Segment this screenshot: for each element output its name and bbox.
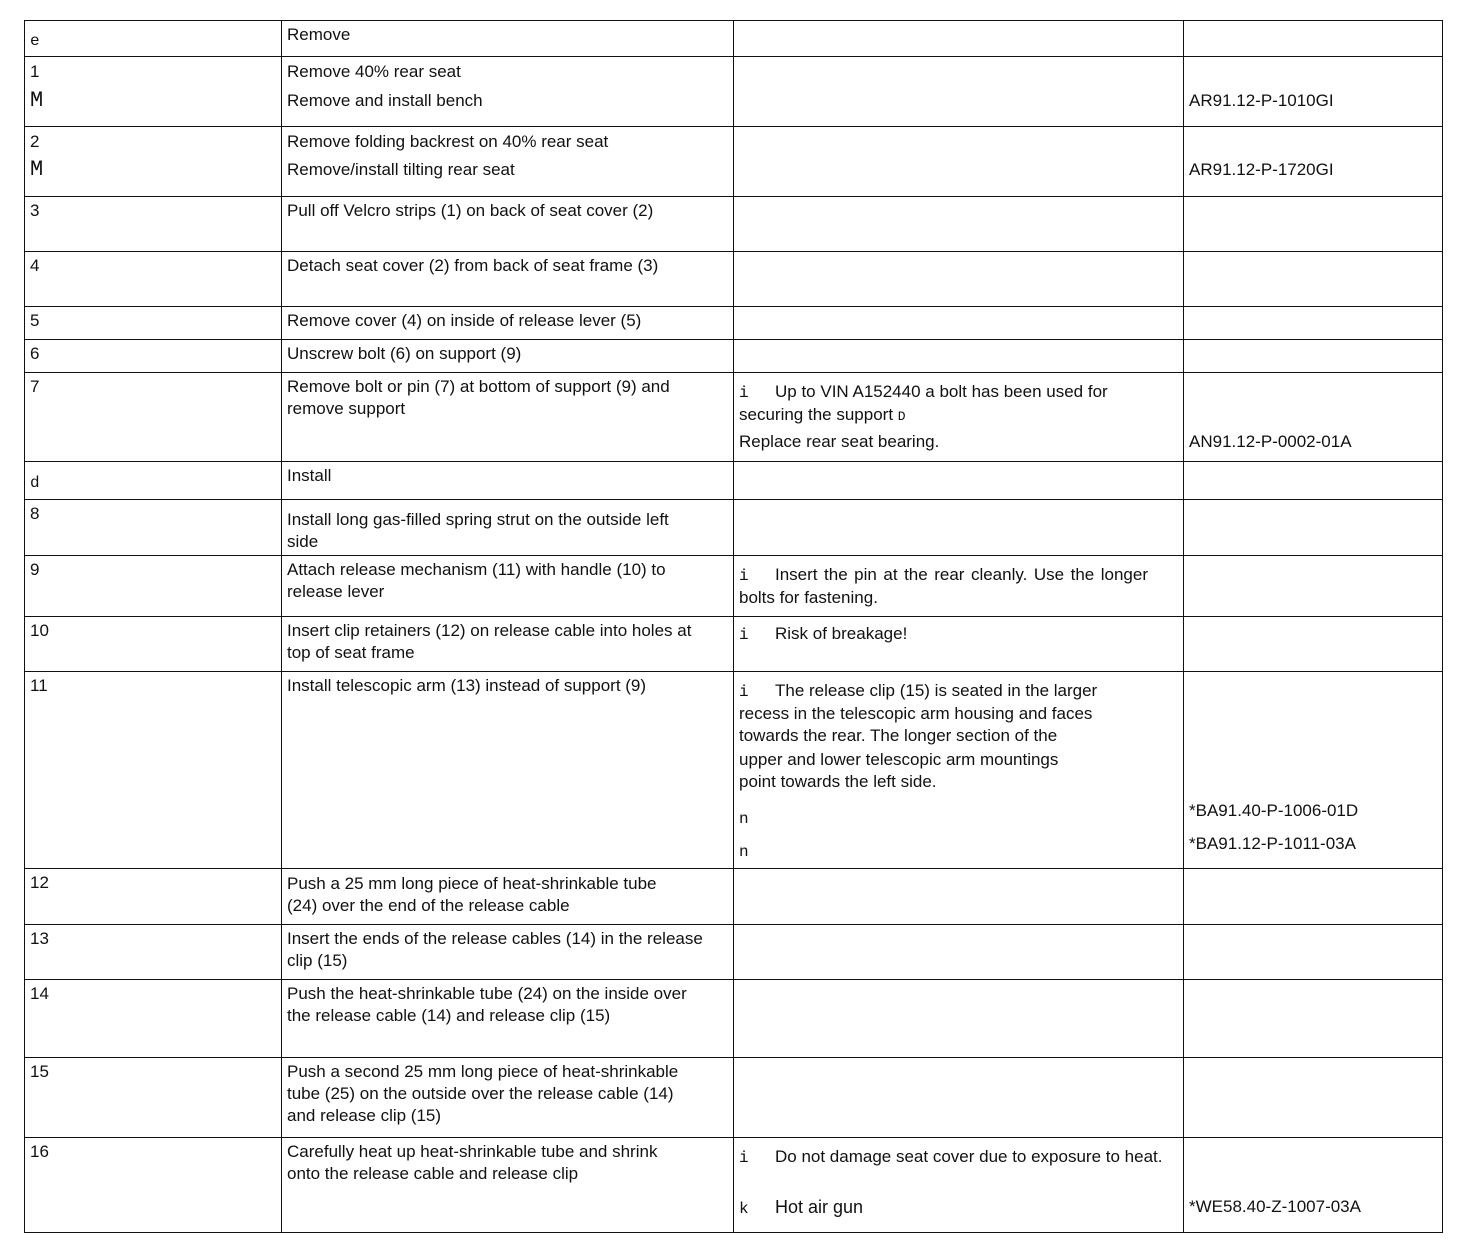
- action-cell: Install telescopic arm (13) instead of support (9): [287, 676, 647, 695]
- note-text-line: towards the rear. The longer section of the: [739, 726, 1058, 745]
- step-cell: d: [30, 474, 40, 492]
- action-cell: Carefully heat up heat-shrinkable tube and shrink onto the release cable and release clip: [287, 1142, 658, 1183]
- note-text: Risk of breakage!: [775, 624, 908, 643]
- action-cell: Remove 40% rear seat: [287, 62, 461, 81]
- step-cell: 6: [30, 344, 40, 363]
- table-row: [25, 1138, 1443, 1233]
- step-cell: 14: [30, 984, 49, 1003]
- note-text: Insert the pin at the rear cleanly. Use the longer bolts for fastening.: [739, 565, 1148, 607]
- note-marker-icon: n: [739, 843, 749, 861]
- reference-link[interactable]: AN91.12-P-0002-01A: [1189, 432, 1352, 451]
- step-cell: 8: [30, 504, 40, 523]
- manual-icon: M: [30, 157, 44, 182]
- action-cell: Remove cover (4) on inside of release lever (5): [287, 311, 642, 330]
- step-cell: 2: [30, 132, 40, 151]
- table-row: [25, 373, 1443, 462]
- table-row: [25, 127, 1443, 197]
- table-row: [25, 500, 1443, 556]
- action-cell: Remove bolt or pin (7) at bottom of support (9) and remove support: [287, 377, 670, 418]
- step-cell: 1: [30, 62, 40, 81]
- table-row: [25, 57, 1443, 127]
- action-cell: Install long gas-filled spring strut on the outside left side: [287, 510, 669, 551]
- action-cell: Remove: [287, 25, 351, 44]
- info-icon: i: [739, 683, 749, 701]
- manual-icon: M: [30, 88, 44, 113]
- note-text: Do not damage seat cover due to exposure to heat.: [775, 1147, 1163, 1166]
- action-cell: Remove folding backrest on 40% rear seat: [287, 132, 609, 151]
- step-cell: 10: [30, 621, 49, 640]
- action-cell-secondary: Remove/install tilting rear seat: [287, 160, 515, 179]
- step-cell: 3: [30, 201, 40, 220]
- table-row: [25, 340, 1443, 373]
- action-cell: Attach release mechanism (11) with handle (10) to release lever: [287, 560, 666, 601]
- action-cell: Insert clip retainers (12) on release cable into holes at top of seat frame: [287, 621, 692, 662]
- step-cell: 11: [30, 676, 48, 695]
- note-block: [739, 564, 1148, 609]
- table-row: [25, 252, 1443, 307]
- reference-link[interactable]: AR91.12-P-1010GI: [1189, 91, 1334, 110]
- action-cell: Install: [287, 466, 332, 485]
- note-text-secondary: Replace rear seat bearing.: [739, 432, 940, 451]
- note-text-line: upper and lower telescopic arm mountings: [739, 750, 1059, 769]
- action-cell: Insert the ends of the release cables (14) in the release clip (15): [287, 929, 703, 970]
- reference-link[interactable]: AR91.12-P-1720GI: [1189, 160, 1334, 179]
- step-cell: 4: [30, 256, 40, 275]
- note-text: Up to VIN A152440 a bolt has been used for securing the support: [739, 382, 1108, 424]
- step-cell: 13: [30, 929, 49, 948]
- action-cell: Push a 25 mm long piece of heat-shrinkable tube (24) over the end of the release cable: [287, 874, 657, 915]
- info-icon: i: [739, 1149, 749, 1167]
- note-marker-icon: n: [739, 810, 749, 828]
- step-cell: 15: [30, 1062, 49, 1081]
- table-row: [25, 980, 1443, 1058]
- action-cell: Pull off Velcro strips (1) on back of seat cover (2): [287, 201, 654, 220]
- note-block: [739, 680, 1097, 703]
- note-text-line: point towards the left side.: [739, 772, 937, 791]
- procedure-table: [24, 20, 1443, 1233]
- note-text-line: The release clip (15) is seated in the larger: [775, 681, 1098, 700]
- info-icon: i: [739, 384, 749, 402]
- table-row: [25, 307, 1443, 340]
- table-row: [25, 462, 1443, 500]
- step-cell: 16: [30, 1142, 49, 1161]
- table-row: [25, 556, 1443, 617]
- info-icon: i: [739, 626, 749, 644]
- step-cell: 5: [30, 311, 40, 330]
- note-text-line: recess in the telescopic arm housing and faces: [739, 704, 1093, 723]
- table-row: [25, 21, 1443, 57]
- table-row: [25, 617, 1443, 672]
- reference-link[interactable]: *WE58.40-Z-1007-03A: [1189, 1197, 1361, 1216]
- reference-link[interactable]: *BA91.12-P-1011-03A: [1189, 834, 1356, 853]
- tool-line: [739, 1196, 863, 1220]
- step-cell: 7: [30, 377, 40, 396]
- note-block: [739, 381, 1153, 428]
- tool-text: Hot air gun: [775, 1197, 864, 1217]
- reference-link[interactable]: *BA91.40-P-1006-01D: [1189, 801, 1359, 820]
- diagram-ref-icon: D: [897, 409, 906, 424]
- note-block: [739, 1146, 1168, 1169]
- table-row: [25, 1058, 1443, 1138]
- action-cell-secondary: Remove and install bench: [287, 91, 483, 110]
- tool-icon: k: [739, 1200, 749, 1218]
- table-row: [25, 925, 1443, 980]
- step-cell: 12: [30, 873, 49, 892]
- step-cell: 9: [30, 560, 40, 579]
- table-row: [25, 672, 1443, 869]
- action-cell: Push a second 25 mm long piece of heat-shrinkable tube (25) on the outside over the release cable (14) and release clip (15): [287, 1062, 679, 1125]
- action-cell: Push the heat-shrinkable tube (24) on the inside over the release cable (14) and release clip (15): [287, 984, 687, 1025]
- info-icon: i: [739, 567, 749, 585]
- action-cell: Unscrew bolt (6) on support (9): [287, 344, 522, 363]
- note-block: [739, 623, 907, 646]
- table-row: [25, 869, 1443, 925]
- step-cell: e: [30, 32, 40, 50]
- action-cell: Detach seat cover (2) from back of seat frame (3): [287, 256, 659, 275]
- table-row: [25, 197, 1443, 252]
